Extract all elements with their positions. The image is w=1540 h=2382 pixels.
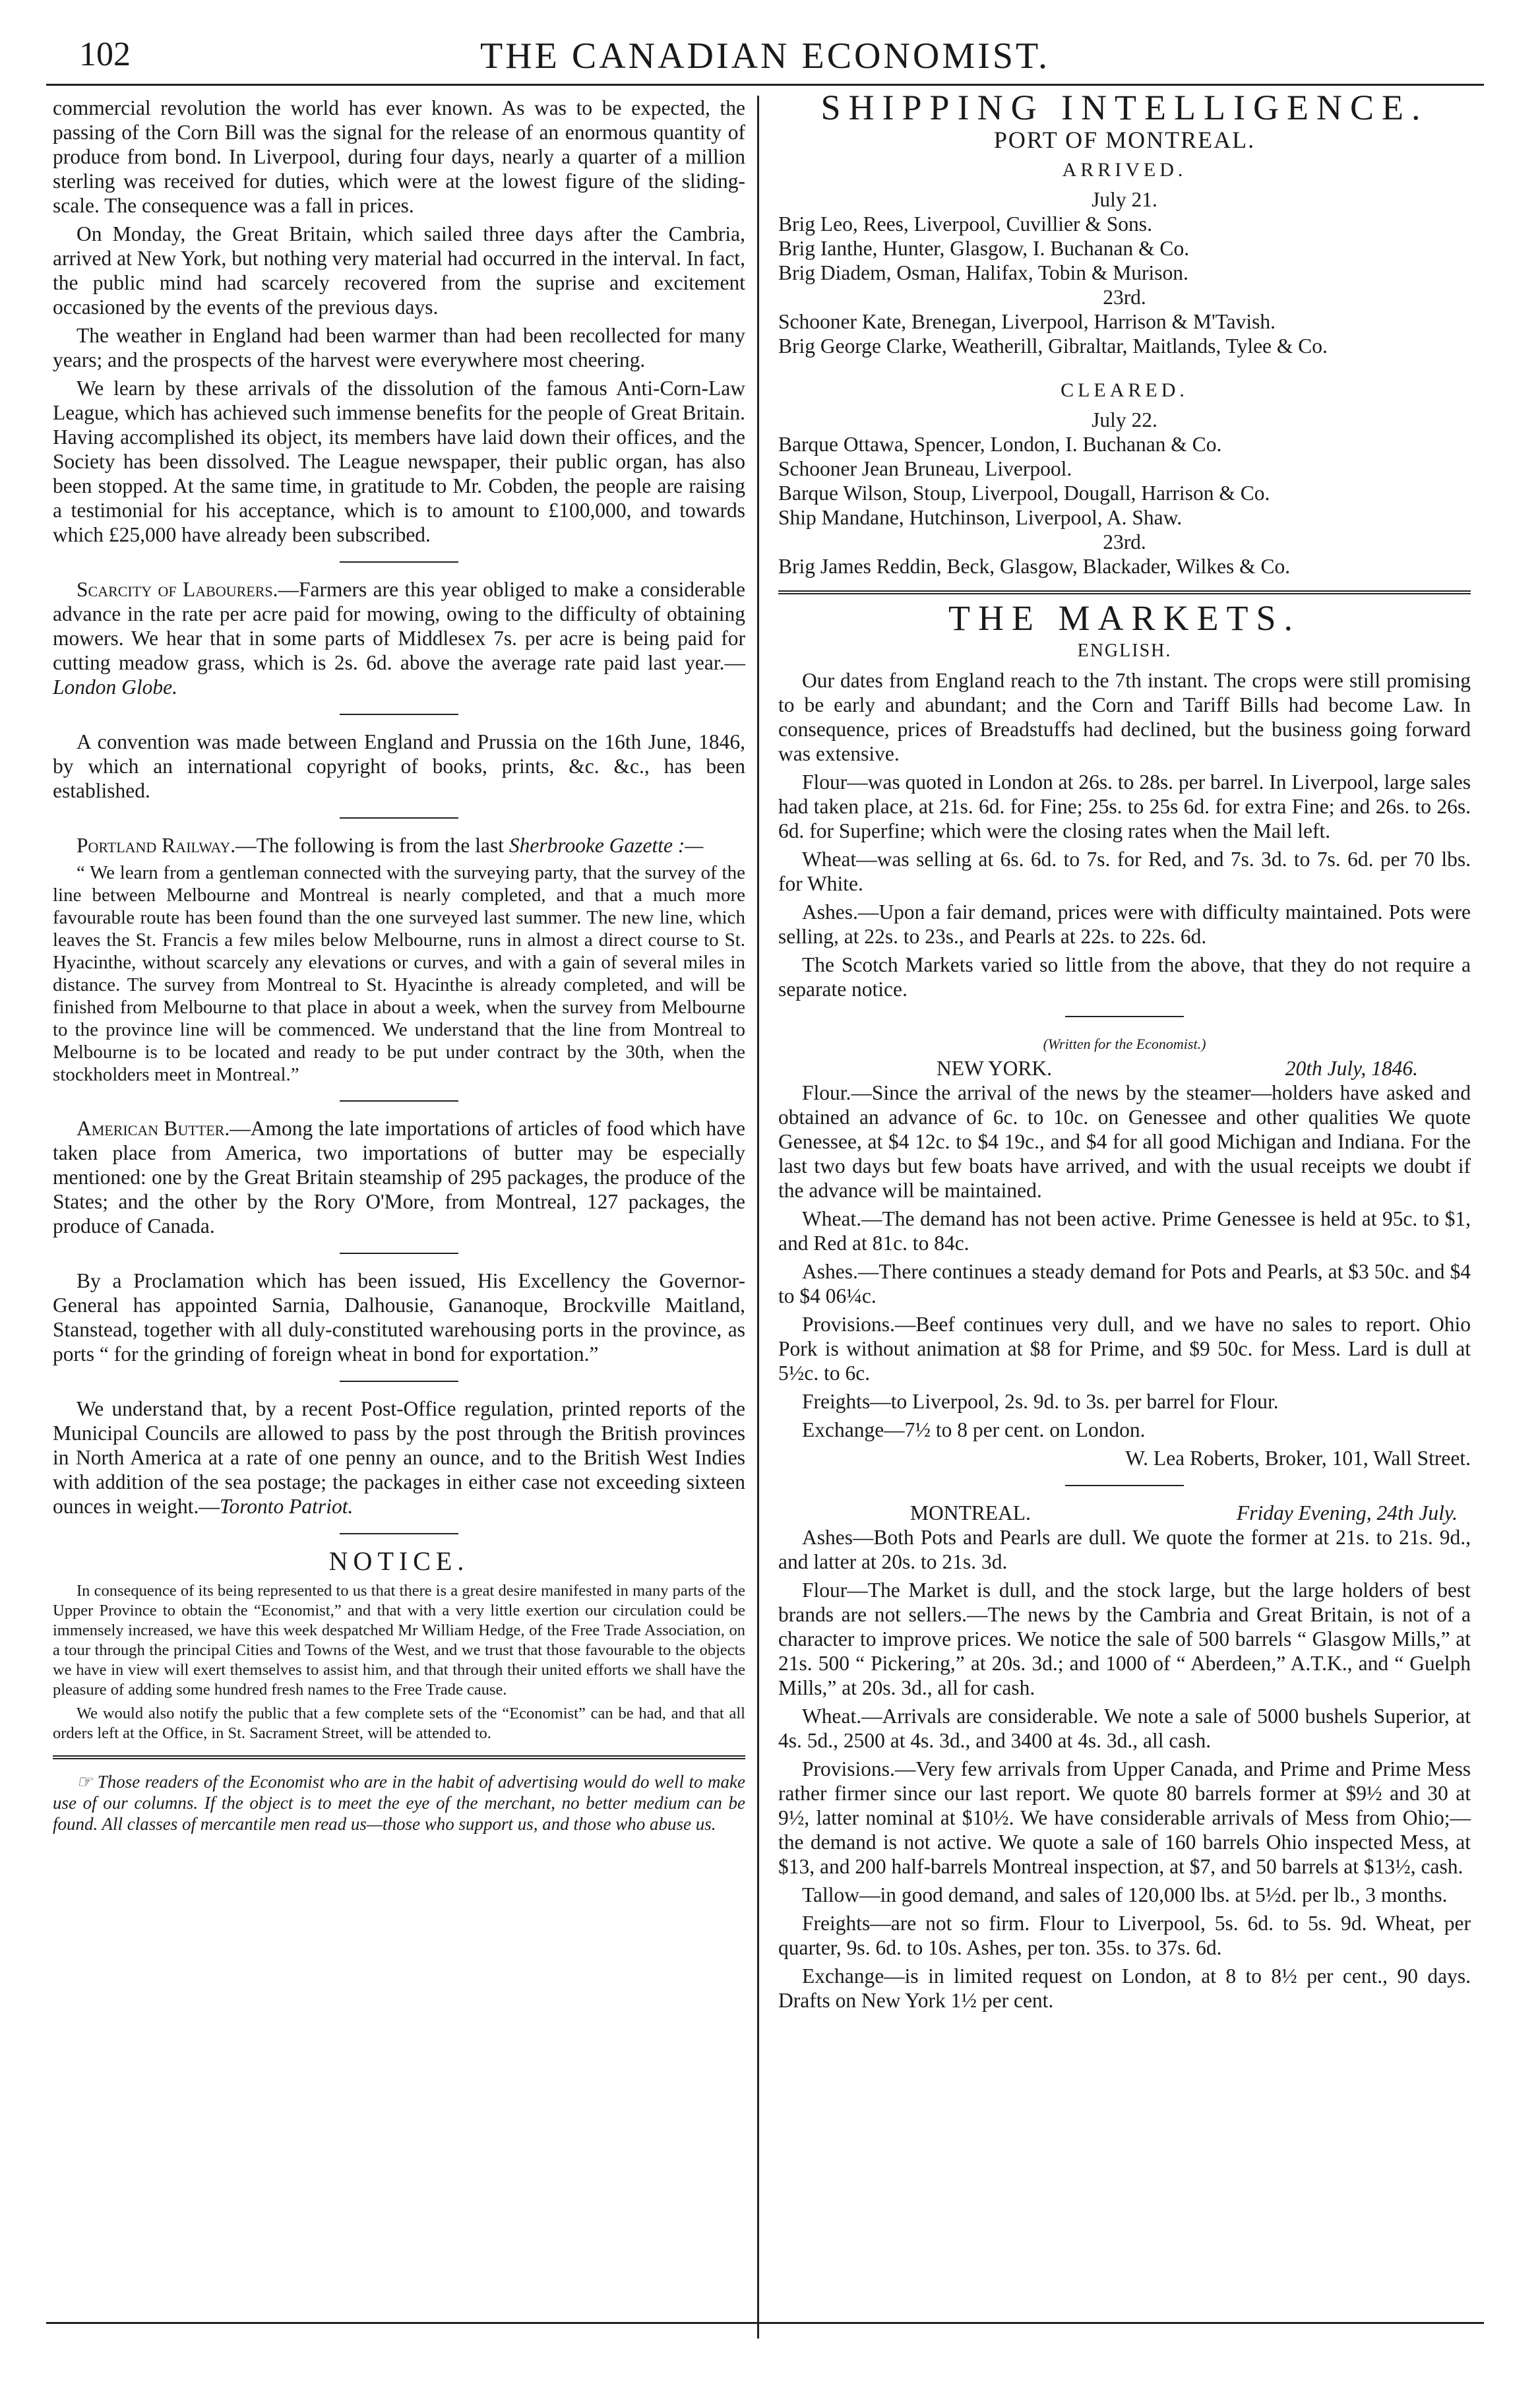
montreal-place: MONTREAL. — [910, 1501, 1031, 1524]
ship-entry: Ship Mandane, Hutchinson, Liverpool, A. Shaw. — [778, 506, 1183, 529]
market-paragraph: Tallow—in good demand, and sales of 120,000 lbs. at 5½d. per lb., 3 months. — [802, 1883, 1448, 1906]
ship-entry: Brig Leo, Rees, Liverpool, Cuvillier & Sons. — [778, 212, 1152, 235]
footer-rule — [46, 2322, 1484, 2324]
ship-entry: Barque Wilson, Stoup, Liverpool, Dougall, Harrison & Co. — [778, 482, 1270, 505]
divider — [53, 1755, 745, 1759]
divider — [340, 561, 458, 563]
date-line: July 21. — [1092, 188, 1157, 211]
article-heading: Scarcity of Labourers. — [77, 578, 278, 601]
written-for-note: (Written for the Economist.) — [1043, 1036, 1206, 1052]
date-line: 23rd. — [1103, 286, 1146, 309]
column-divider — [757, 96, 759, 2338]
ship-entry: Brig Ianthe, Hunter, Glasgow, I. Buchanan & Co. — [778, 237, 1190, 260]
date-line: July 22. — [1092, 408, 1157, 431]
newspaper-page — [46, 30, 1484, 2338]
market-paragraph: Provisions.—Very few arrivals from Upper Canada, and Prime and Prime Mess rather firmer since our last report. We quote 80 barrels former at $9½ and 30 at 9½, latter nominal at $10½. We have considerable arrivals of Mess from Ohio;—the demand is not active. We quote a sale of 160 barrels Ohio inspected Mess, at $13, and 200 half-barrels Montreal inspection, at $7, and 50 barrels at $13½, cash. — [778, 1757, 1471, 1878]
ship-entry: Schooner Jean Bruneau, Liverpool. — [778, 457, 1072, 480]
divider — [340, 714, 458, 715]
article-source: Toronto Patriot. — [219, 1495, 354, 1518]
article-body: —The following is from the last — [235, 834, 509, 857]
market-paragraph: Ashes—Both Pots and Pearls are dull. We quote the former at 21s. to 21s. 9d., and latter at 20s. to 21s. 3d. — [778, 1526, 1471, 1573]
article-paragraph: On Monday, the Great Britain, which sailed three days after the Cambria, arrived at New York, but nothing very material had occurred in the interval. In fact, the public mind had scarcely recovered from the suprise and excitement occasioned by the events of the previous days. — [53, 222, 745, 319]
divider — [340, 1100, 458, 1102]
article-paragraph: We learn by these arrivals of the dissolution of the famous Anti-Corn-Law League, which has achieved such immense benefits for the people of Great Britain. Having accomplished its object, its members have laid down their offices, and the Society has been dissolved. The League newspaper, their public organ, has also been stopped. At the same time, in gratitude to Mr. Cobden, the people are raising a testimonial for his acceptance, which is to amount to £100,000, and towards which £25,000 have already been subscribed. — [53, 377, 745, 546]
ny-date: 20th July, 1846. — [1285, 1057, 1418, 1080]
market-paragraph: Ashes.—Upon a fair demand, prices were with difficulty maintained. Pots were selling, at 22s. to 23s., and Pearls at 22s. to 22s. 6d. — [778, 900, 1471, 948]
date-line: 23rd. — [1103, 530, 1146, 553]
ship-entry: Barque Ottawa, Spencer, London, I. Buchanan & Co. — [778, 433, 1222, 456]
divider — [340, 1381, 458, 1382]
article-heading: Portland Railway. — [77, 834, 236, 857]
divider — [1065, 1016, 1184, 1017]
cleared-heading: CLEARED. — [1061, 379, 1188, 401]
article-railway — [53, 833, 745, 858]
markets-heading: THE MARKETS. — [948, 598, 1301, 638]
english-heading: ENGLISH. — [1077, 641, 1172, 661]
shipping-heading: SHIPPING INTELLIGENCE. — [820, 88, 1429, 127]
divider — [778, 590, 1471, 594]
article-paragraph: The weather in England had been warmer than had been recollected for many years; and the prospects of the harvest were everywhere most cheering. — [53, 324, 745, 371]
page-title: THE CANADIAN ECONOMIST. — [479, 36, 1051, 77]
article-source: Sherbrooke Gazette :— — [508, 834, 704, 857]
market-paragraph: Wheat—was selling at 6s. 6d. to 7s. for Red, and 7s. 3d. to 7s. 6d. per 70 lbs. for White. — [778, 848, 1471, 895]
market-paragraph: Flour—The Market is dull, and the stock large, but the large holders of best brands are not sellers.—The news by the Cambria and Great Britain, is not of a character to improve prices. We notice the sale of 500 barrels “ Glasgow Mills,” at 21s. 500 “ Pickering,” at 20s. 3d.; and 1000 of “ Aberdeen,” A.T.K., and “ Guelph Mills,” at 20s. 3d., all for cash. — [778, 1579, 1471, 1699]
advertising-footnote: ☞ Those readers of the Economist who are in the habit of advertising would do well to make use of our columns. If the object is to meet the eye of the merchant, no better medium can be found. All classes of mercantile men read us—those who support us, and those who abuse us. — [53, 1772, 745, 1834]
montreal-dateline — [778, 1501, 1471, 1525]
article-body: —Farmers are this year obliged to make a considerable advance in the rate per acre paid for mowing, owing to the difficulty of obtaining mowers. We hear that in some parts of Middlesex 7s. per acre is being paid for cutting meadow grass, which is 2s. 6d. above the average rate paid last year.— — [53, 578, 745, 674]
divider — [1065, 1485, 1184, 1486]
market-paragraph: Flour.—Since the arrival of the news by the steamer—holders have asked and obtained an advance of 6c. to 10c. on Genessee and other qualities We quote Genessee, at $4 12c. to $4 19c., and $4 for all good Michigan and Indiana. For the last two days but few boats have arrived, and with the usual receipts we doubt if the advance will be maintained. — [778, 1081, 1471, 1202]
article-butter — [53, 1116, 745, 1238]
article-body: —Among the late importations of articles of food which have taken place from America, two importations of butter may be especially mentioned: one by the Great Britain steamship of 295 packages, the produce of the States; and the other by the Rory O'More, from Montreal, 127 packages, the produce of Canada. — [53, 1117, 746, 1238]
market-paragraph: Ashes.—There continues a steady demand for Pots and Pearls, at $3 50c. and $4 to $4 06¼c. — [778, 1260, 1471, 1307]
montreal-date: Friday Evening, 24th July. — [1236, 1501, 1458, 1524]
quoted-paragraph: “ We learn from a gentleman connected with the surveying party, that the survey of the line between Melbourne and Montreal is nearly completed, and that a much more favourable route has been found than the one surveyed last summer. The new line, which leaves the St. Francis a few miles below Melbourne, runs in almost a direct course to St. Hyacinthe, without scarcely any elevations or curves, and with a gain of several miles in distance. The survey from Montreal to St. Hyacinthe is already completed, and will be finished from Melbourne to that place in about a week, when the survey from Melbourne to the province line will be commenced. We understand that the line from Montreal to Melbourne is to be located and ready to be put under contract by the 30th, when the stockholders meet in Montreal.” — [53, 862, 745, 1085]
broker-signature: W. Lea Roberts, Broker, 101, Wall Street. — [1125, 1447, 1471, 1470]
right-column — [778, 88, 1471, 2017]
market-paragraph: Exchange—7½ to 8 per cent. on London. — [802, 1418, 1146, 1441]
ny-place: NEW YORK. — [937, 1057, 1052, 1080]
ship-entry: Schooner Kate, Brenegan, Liverpool, Harrison & M'Tavish. — [778, 310, 1276, 333]
market-paragraph: Freights—to Liverpool, 2s. 9d. to 3s. per barrel for Flour. — [802, 1390, 1279, 1413]
article-paragraph: commercial revolution the world has ever known. As was to be expected, the passing of the Corn Bill was the signal for the release of an enormous quantity of produce from bond. In Liverpool, during four days, nearly a quarter of a million sterling was received for duties, which were at the lowest figure of the sliding-scale. The consequence was a fall in prices. — [53, 96, 745, 217]
article-source: London Globe. — [53, 675, 177, 699]
divider — [340, 1533, 458, 1534]
article-body: We understand that, by a recent Post-Office regulation, printed reports of the Municipal Councils are allowed to pass by the post through the British provinces in North America at a rate of one penny an ounce, and to the British West Indies with addition of the sea postage; the packages in either case not exceeding sixteen ounces in weight.— — [53, 1397, 745, 1518]
article-paragraph: A convention was made between England and Prussia on the 16th June, 1846, by which an international copyright of books, prints, &c. &c., has been established. — [53, 730, 745, 802]
notice-paragraph: We would also notify the public that a few complete sets of the “Economist” can be had, and that all orders left at the Office, in St. Sacrament Street, will be attended to. — [53, 1705, 745, 1742]
market-paragraph: Freights—are not so firm. Flour to Liverpool, 5s. 6d. to 5s. 9d. Wheat, per quarter, 9s. 6d. to 10s. Ashes, per ton. 35s. to 37s. 6d. — [778, 1912, 1471, 1959]
header-rule — [46, 84, 1484, 86]
article-heading: American Butter. — [77, 1117, 230, 1140]
arrived-heading: ARRIVED. — [1062, 159, 1187, 181]
left-column — [53, 96, 745, 1838]
market-paragraph: Flour—was quoted in London at 26s. to 28s. per barrel. In Liverpool, large sales had taken place, at 21s. 6d. for Fine; 25s. to 25s 6d. for extra Fine; and 26s. to 26s. 6d. for Superfine; which were the closing rates when the Mail left. — [778, 770, 1471, 842]
page-header — [46, 30, 1484, 84]
article-scarcity — [53, 577, 745, 699]
ship-entry: Brig James Reddin, Beck, Glasgow, Blackader, Wilkes & Co. — [778, 555, 1291, 578]
market-paragraph: Wheat.—The demand has not been active. Prime Genessee is held at 95c. to $1, and Red at 81c. to 84c. — [778, 1207, 1471, 1255]
market-paragraph: Wheat.—Arrivals are considerable. We note a sale of 5000 bushels Superior, at 4s. 5d., 2500 at 4s. 3d., and 3400 at 4s. 3d., all cash. — [778, 1705, 1471, 1752]
market-paragraph: The Scotch Markets varied so little from the above, that they do not require a separate notice. — [778, 953, 1471, 1001]
notice-heading: NOTICE. — [328, 1546, 470, 1576]
article-paragraph: By a Proclamation which has been issued, His Excellency the Governor-General has appointed Sarnia, Dalhousie, Gananoque, Brockville Maitland, Stanstead, together with all duly-constituted warehousing ports in the province, as ports “ for the grinding of foreign wheat in bond for exportation.” — [53, 1269, 745, 1365]
page-number: 102 — [79, 36, 131, 73]
port-heading: PORT OF MONTREAL. — [993, 127, 1256, 153]
article-postoffice — [53, 1396, 745, 1519]
notice-paragraph: In consequence of its being represented to us that there is a great desire manifested in many parts of the Upper Province to obtain the “Economist,” and that with a very little exertion our circulation could be immensely increased, we have this week despatched Mr William Hedge, of the Free Trade Association, on a tour through the principal Cities and Towns of the West, and we trust that those favourable to the objects we have in view will exert themselves to assist him, and that through their united efforts we shall have the pleasure of adding some hundred fresh names to the Free Trade cause. — [53, 1582, 745, 1699]
market-paragraph: Exchange—is in limited request on London, at 8 to 8½ per cent., 90 days. Drafts on New York 1½ per cent. — [778, 1964, 1471, 2012]
divider — [340, 1253, 458, 1254]
ship-entry: Brig George Clarke, Weatherill, Gibraltar, Maitlands, Tylee & Co. — [778, 334, 1328, 358]
ship-entry: Brig Diadem, Osman, Halifax, Tobin & Murison. — [778, 261, 1188, 284]
divider — [340, 817, 458, 819]
market-paragraph: Our dates from England reach to the 7th instant. The crops were still promising to be early and abundant; and the Corn and Tariff Bills had become Law. In consequence, prices of Breadstuffs had declined, but the business going forward was extensive. — [778, 669, 1471, 765]
market-paragraph: Provisions.—Beef continues very dull, and we have no sales to report. Ohio Pork is without animation at $8 for Prime, and $9 50c. for Mess. Lard is dull at 5½c. to 6c. — [778, 1313, 1471, 1385]
ny-dateline — [778, 1056, 1471, 1081]
